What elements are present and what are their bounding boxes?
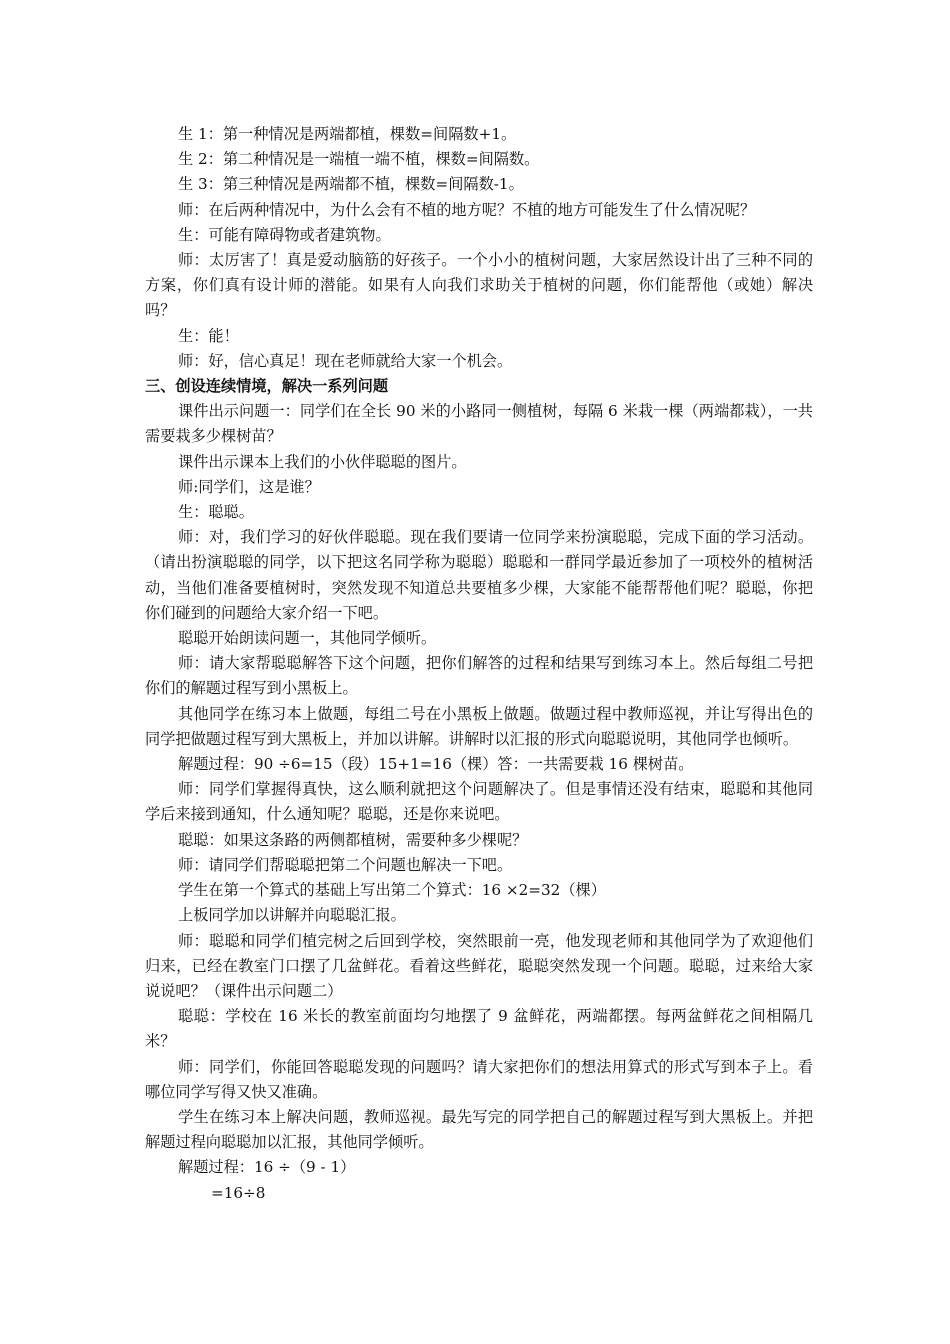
paragraph: 师：请大家帮聪聪解答下这个问题，把你们解答的过程和结果写到练习本上。然后每组二号把你们的解题过程写到小黑板上。: [145, 654, 813, 698]
paragraph: 师：好，信心真足！现在老师就给大家一个机会。: [178, 351, 513, 370]
paragraph: 聪聪开始朗读问题一，其他同学倾听。: [178, 629, 437, 648]
paragraph: 解题过程：90 ÷6=15（段）15+1=16（棵）答：一共需要栽 16 棵树苗。: [178, 755, 694, 774]
paragraph: 课件出示问题一：同学们在全长 90 米的小路同一侧植树，每隔 6 米栽一棵（两端都栽），一共需要栽多少棵树苗？: [145, 402, 813, 446]
paragraph: 其他同学在练习本上做题，每组二号在小黑板上做题。做题过程中教师巡视，并让写得出色的同学把做题过程写到大黑板上，并加以讲解。讲解时以汇报的形式向聪聪说明，其他同学也倾听。: [145, 704, 813, 748]
paragraph: 师：聪聪和同学们植完树之后回到学校，突然眼前一亮，他发现老师和其他同学为了欢迎他们归来，已经在教室门口摆了几盆鲜花。看着这些鲜花，聪聪突然发现一个问题。聪聪，过来给大家说说吧？（课件出示问题二）: [145, 931, 813, 1000]
paragraph: 师：太厉害了！真是爱动脑筋的好孩子。一个小小的植树问题，大家居然设计出了三种不同的方案，你们真有设计师的潜能。如果有人向我们求助关于植树的问题，你们能帮他（或她）解决吗？: [145, 251, 813, 320]
paragraph: 聪聪：学校在 16 米长的教室前面均匀地摆了 9 盆鲜花，两端都摆。每两盆鲜花之间相隔几米？: [145, 1007, 813, 1051]
paragraph: 师：在后两种情况中，为什么会有不植的地方呢？不植的地方可能发生了什么情况呢？: [178, 200, 756, 219]
paragraph: 生 3：第三种情况是两端都不植，棵数=间隔数-1。: [178, 175, 524, 194]
paragraph: 解题过程：16 ÷（9 - 1）: [178, 1158, 356, 1177]
paragraph: 上板同学加以讲解并向聪聪汇报。: [178, 906, 406, 925]
paragraph: 生：能！: [178, 326, 239, 345]
paragraph: 聪聪：如果这条路的两侧都植树，需要种多少棵呢？: [178, 830, 528, 849]
paragraph: 师：同学们掌握得真快，这么顺利就把这个问题解决了。但是事情还没有结束，聪聪和其他同学后来接到通知，什么通知呢？聪聪，还是你来说吧。: [145, 780, 813, 824]
paragraph: 师：请同学们帮聪聪把第二个问题也解决一下吧。: [178, 855, 513, 874]
section-heading: 三、创设连续情境，解决一系列问题: [145, 377, 388, 396]
paragraph: 学生在第一个算式的基础上写出第二个算式：16 ×2=32（棵）: [178, 881, 606, 900]
paragraph: 师：同学们，你能回答聪聪发现的问题吗？请大家把你们的想法用算式的形式写到本子上。看哪位同学写得又快又准确。: [145, 1057, 813, 1101]
paragraph: 师：对，我们学习的好伙伴聪聪。现在我们要请一位同学来扮演聪聪，完成下面的学习活动。（请出扮演聪聪的同学，以下把这名同学称为聪聪）聪聪和一群同学最近参加了一项校外的植树活动，当他们准备要植树时，突然发现不知道总共要植多少棵，大家能不能帮帮他们呢？聪聪，你把你们碰到的问题给大家介绍一下吧。: [145, 528, 813, 622]
paragraph: 生：可能有障碍物或者建筑物。: [178, 225, 391, 244]
paragraph: 生：聪聪。: [178, 503, 254, 522]
document-page: [145, 122, 813, 1206]
paragraph: 生 1：第一种情况是两端都植，棵数=间隔数+1。: [178, 125, 517, 143]
paragraph: 师:同学们，这是谁？: [178, 477, 320, 496]
paragraph: 生 2：第二种情况是一端植一端不植，棵数=间隔数。: [178, 150, 540, 169]
paragraph: 学生在练习本上解决问题，教师巡视。最先写完的同学把自己的解题过程写到大黑板上。并把解题过程向聪聪加以汇报，其他同学倾听。: [145, 1107, 813, 1152]
equation-line: =16÷8: [211, 1183, 266, 1202]
paragraph: 课件出示课本上我们的小伙伴聪聪的图片。: [178, 452, 467, 471]
